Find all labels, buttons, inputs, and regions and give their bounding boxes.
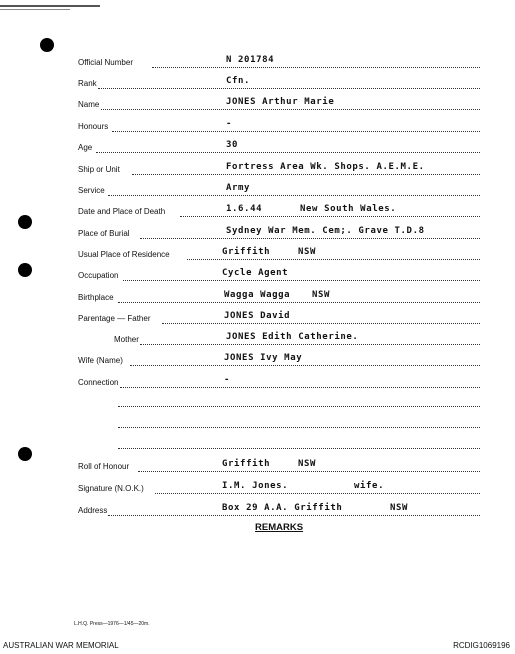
field-father: [0, 311, 515, 327]
field-connection: [0, 375, 515, 391]
dotted-line: [130, 365, 480, 366]
field-label: Honours: [78, 122, 109, 131]
printer-note: L.H.Q. Press—1976—1/45—20m.: [74, 621, 150, 627]
field-value: Army: [226, 183, 251, 193]
field-birthplace: [0, 290, 515, 306]
field-ship-or-unit: [0, 162, 515, 178]
field-value-secondary: NSW: [298, 459, 317, 469]
dotted-line: [132, 174, 480, 175]
field-value: JONES David: [224, 311, 291, 321]
field-label: Occupation: [78, 271, 119, 280]
footer-record-id: RCDIG1069196: [453, 641, 510, 650]
field-label: Wife (Name): [78, 356, 123, 365]
field-label: Official Number: [78, 58, 133, 67]
punch-hole: [40, 38, 54, 52]
dotted-line: [123, 280, 480, 281]
field-value-secondary: NSW: [390, 503, 409, 513]
blank-line: [118, 406, 480, 407]
dotted-line: [101, 109, 480, 110]
field-value: Sydney War Mem. Cem;. Grave T.D.8: [226, 226, 425, 236]
field-value: Griffith: [222, 459, 271, 469]
field-roll-of-honour: [0, 459, 515, 475]
dotted-line: [138, 471, 480, 472]
field-value: Griffith: [222, 247, 271, 257]
field-label: Service: [78, 186, 105, 195]
field-value: I.M. Jones.: [222, 481, 289, 491]
field-value-secondary: wife.: [354, 481, 385, 491]
field-value: Fortress Area Wk. Shops. A.E.M.E.: [226, 162, 425, 172]
field-value-secondary: New South Wales.: [300, 204, 397, 214]
field-value: -: [226, 119, 233, 129]
dotted-line: [108, 515, 480, 516]
field-value: Cfn.: [226, 76, 251, 86]
scan-edge-mark: [0, 9, 70, 10]
field-label: Birthplace: [78, 293, 114, 302]
field-value: JONES Ivy May: [224, 353, 303, 363]
field-value-secondary: NSW: [298, 247, 317, 257]
field-label: Connection: [78, 378, 119, 387]
dotted-line: [98, 88, 480, 89]
remarks-heading: REMARKS: [255, 522, 304, 533]
field-rank: [0, 76, 515, 92]
field-value: -: [224, 375, 231, 385]
scan-edge-mark: [0, 5, 100, 7]
field-label: Signature (N.O.K.): [78, 484, 144, 493]
field-address: [0, 503, 515, 519]
field-wife: [0, 353, 515, 369]
field-label: Age: [78, 143, 93, 152]
field-label: Roll of Honour: [78, 462, 130, 471]
dotted-line: [152, 67, 480, 68]
field-mother: [0, 332, 515, 348]
field-signature: [0, 481, 515, 497]
dotted-line: [118, 302, 480, 303]
blank-line: [118, 448, 480, 449]
blank-line: [118, 427, 480, 428]
field-value-secondary: NSW: [312, 290, 331, 300]
field-label: Place of Burial: [78, 229, 130, 238]
dotted-line: [140, 344, 480, 345]
field-value: Cycle Agent: [222, 268, 289, 278]
field-age: [0, 140, 515, 156]
field-honours: [0, 119, 515, 135]
field-value: Box 29 A.A. Griffith: [222, 503, 343, 513]
field-value: JONES Arthur Marie: [226, 97, 335, 107]
field-label: Ship or Unit: [78, 165, 120, 174]
field-residence: [0, 247, 515, 263]
field-value: 1.6.44: [226, 204, 263, 214]
field-label: Mother: [114, 335, 139, 344]
field-label: Date and Place of Death: [78, 207, 166, 216]
field-value: JONES Edith Catherine.: [226, 332, 359, 342]
field-label: Usual Place of Residence: [78, 250, 170, 259]
field-label: Name: [78, 100, 100, 109]
dotted-line: [140, 238, 480, 239]
field-official-number: [0, 55, 515, 71]
dotted-line: [108, 195, 480, 196]
footer-institution: AUSTRALIAN WAR MEMORIAL: [3, 641, 119, 650]
field-place-of-burial: [0, 226, 515, 242]
dotted-line: [155, 493, 480, 494]
field-label: Address: [78, 506, 108, 515]
dotted-line: [187, 259, 480, 260]
field-value: 30: [226, 140, 239, 150]
field-occupation: [0, 268, 515, 284]
dotted-line: [162, 323, 480, 324]
field-value: N 201784: [226, 55, 275, 65]
field-label: Rank: [78, 79, 97, 88]
dotted-line: [112, 131, 480, 132]
dotted-line: [96, 152, 480, 153]
field-label: Parentage — Father: [78, 314, 151, 323]
field-name: [0, 97, 515, 113]
field-death: [0, 204, 515, 220]
dotted-line: [120, 387, 480, 388]
dotted-line: [180, 216, 480, 217]
field-value: Wagga Wagga: [224, 290, 291, 300]
field-service: [0, 183, 515, 199]
